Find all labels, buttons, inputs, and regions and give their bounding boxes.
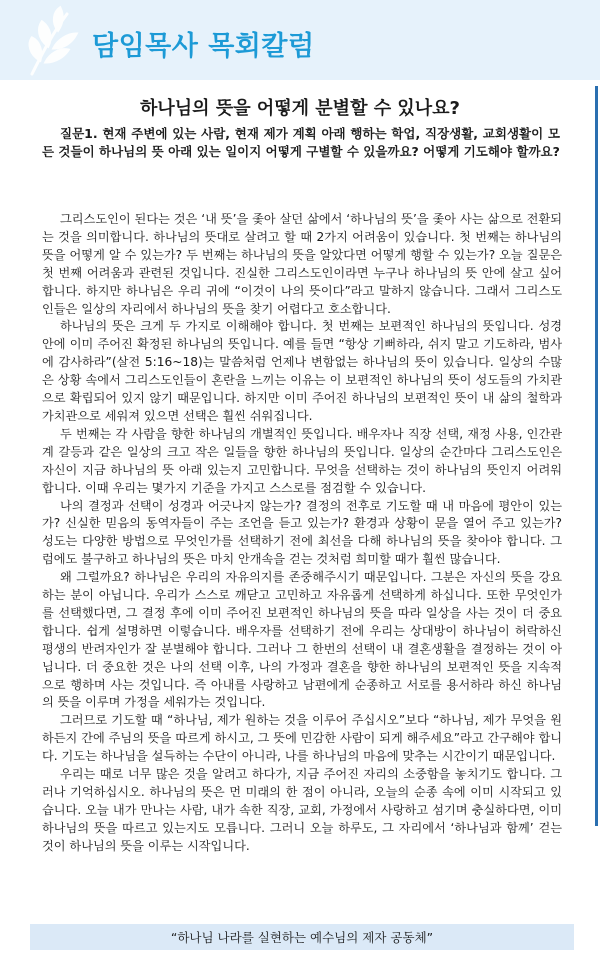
body-paragraph: 그러므로 기도할 때 “하나님, 제가 원하는 것을 이루어 주십시오”보다 “하나님, 제가 무엇을 원하든지 간에 주님의 뜻을 따르게 하시고, 그 뜻에 민감한 사람이 되게 해주세요”라고 간구해야 합니다. 기도는 하나님을 설득하는 수단이 아니라, 나를 하나님의 마음에 맞추는 시간이기 때문입니다.	[42, 713, 562, 764]
body-paragraph: 하나님의 뜻은 크게 두 가지로 이해해야 합니다. 첫 번째는 보편적인 하나님의 뜻입니다. 성경 안에 이미 주어진 확정된 하나님의 뜻입니다. 예를 들면 “항상 기뻐하라, 쉬지 말고 기도하라, 범사에 감사하라”(살전 5:16~18)는 말씀처럼 언제나 변함없는 하나님의 뜻이 있습니다. 일상의 수많은 상황 속에서 그리스도인들이 혼란을 느끼는 이유는 이 보편적인 하나님의 뜻이 성도들의 가치관으로 확립되어 있지 않기 때문입니다. 하지만 이미 주어진 하나님의 보편적인 뜻이 내 삶의 철학과 가치관으로 세워져 있으면 선택은 훨씬 쉬워집니다.	[42, 319, 562, 423]
question-text: 질문1. 현재 주변에 있는 사람, 현재 제가 계획 아래 행하는 학업, 직장생활, 교회생활이 모든 것들이 하나님의 뜻 아래 있는 일이지 어떻게 구별할 수 있을까요? 어떻게 기도해야 할까요?	[42, 126, 560, 159]
article-title: 하나님의 뜻을 어떻게 분별할 수 있나요?	[140, 98, 460, 119]
article-body	[42, 211, 562, 856]
body-paragraph: 우리는 때로 너무 많은 것을 알려고 하다가, 지금 주어진 자리의 소중함을 놓치기도 합니다. 그러나 기억하십시오. 하나님의 뜻은 먼 미래의 한 점이 아니라, 오늘의 순종 속에 이미 시작되고 있습니다. 오늘 내가 만나는 사람, 내가 속한 직장, 교회, 가정에서 사랑하고 섬기며 충실하다면, 이미 하나님의 뜻을 따르고 있는지도 모릅니다. 그러니 오늘 하루도, 그 자리에서 ‘하나님과 함께’ 걷는 것이 하나님의 뜻을 이루는 시작입니다.	[42, 767, 562, 853]
body-paragraph: 두 번째는 각 사람을 향한 하나님의 개별적인 뜻입니다. 배우자나 직장 선택, 재정 사용, 인간관계 갈등과 같은 일상의 크고 작은 일들을 향한 하나님의 뜻입니다. 일상의 순간마다 그리스도인은 자신이 지금 하나님의 뜻 아래 있는지 고민합니다. 무엇을 선택하는 것이 하나님의 뜻인지 어려워합니다. 이때 우리는 몇가지 기준을 가지고 스스로를 점검할 수 있습니다.	[42, 426, 562, 495]
column-title: 담임목사 목회칼럼	[92, 31, 315, 62]
body-paragraph: 나의 결정과 선택이 성경과 어긋나지 않는가? 결정의 전후로 기도할 때 내 마음에 평안이 있는가? 신실한 믿음의 동역자들이 주는 조언을 듣고 있는가? 환경과 상황이 문을 열어 주고 있는가? 성도는 다양한 방법으로 무엇인가를 선택하기 전에 최선을 다해 하나님의 뜻을 찾아야 합니다. 그럼에도 불구하고 하나님의 뜻은 마치 안개속을 걷는 것처럼 희미할 때가 훨씬 많습니다.	[42, 498, 562, 567]
body-paragraph: 왜 그럴까요? 하나님은 우리의 자유의지를 존중해주시기 때문입니다. 그분은 자신의 뜻을 강요하는 분이 아닙니다. 우리가 스스로 깨닫고 고민하고 자유롭게 선택하게 하십니다. 또한 무엇인가를 선택했다면, 그 결정 후에 이미 주어진 보편적인 하나님의 뜻을 따라 일상을 사는 것이 더 중요합니다. 쉽게 설명하면 이렇습니다. 배우자를 선택하기 전에 우리는 상대방이 하나님이 허락하신 평생의 반려자인가 잘 분별해야 합니다. 그러나 그 한번의 선택이 내 결혼생활을 결정하는 것이 아닙니다. 더 중요한 것은 나의 선택 이후, 나의 가정과 결혼을 향한 하나님의 보편적인 뜻을 지속적으로 행하며 사는 것입니다. 즉 아내를 사랑하고 남편에게 순종하고 서로를 용서하라 하신 하나님의 뜻을 이루며 가정을 세워가는 것입니다.	[42, 570, 562, 710]
side-rule	[595, 86, 598, 826]
leaf-decoration-icon	[22, 4, 92, 78]
column-header	[0, 0, 600, 80]
body-paragraph: 그리스도인이 된다는 것은 ‘내 뜻’을 좇아 살던 삶에서 ‘하나님의 뜻’을 좇아 사는 삶으로 전환되는 것을 의미합니다. 하나님의 뜻대로 살려고 할 때 2가지 어려움이 있습니다. 첫 번째는 하나님의 뜻을 어떻게 알 수 있는가? 두 번째는 하나님의 뜻을 알았다면 어떻게 행할 수 있는가? 오늘 질문은 첫 번째 어려움과 관련된 것입니다. 진실한 그리스도인이라면 누구나 하나님의 뜻 안에 살고 싶어합니다. 하지만 하나님은 우리 귀에 “이것이 나의 뜻이다”라고 말하지 않습니다. 그래서 그리스도인들은 일상의 자리에서 하나님의 뜻을 찾기 어렵다고 호소합니다.	[42, 212, 562, 316]
footer-motto: “하나님 나라를 실현하는 예수님의 제자 공동체”	[170, 930, 434, 945]
footer-motto-bar	[30, 924, 574, 950]
